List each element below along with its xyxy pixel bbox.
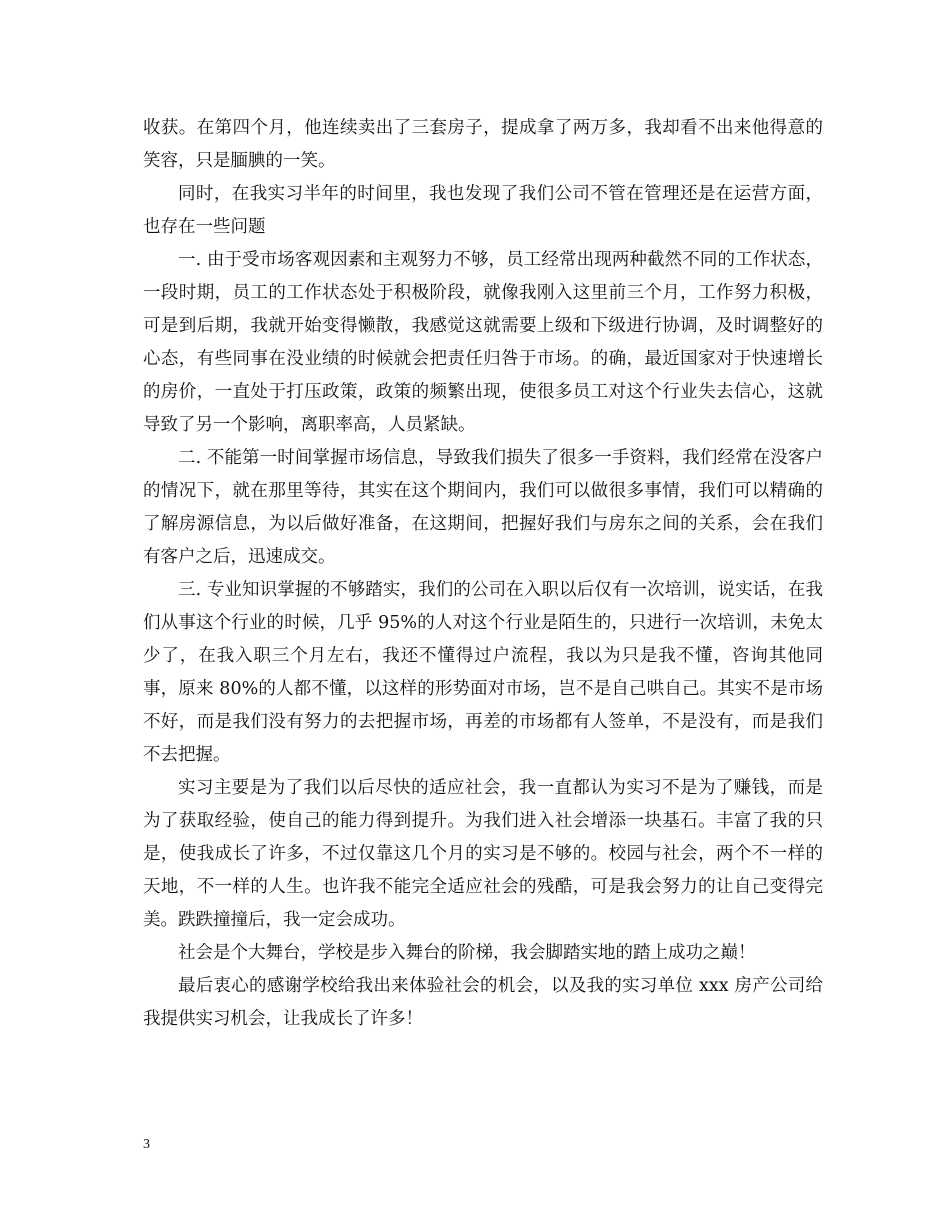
paragraph-problem-three: 三. 专业知识掌握的不够踏实，我们的公司在入职以后仅有一次培训，说实话，在我们从事这个行业的时候，几乎 95%的人对这个行业是陌生的，只进行一次培训，未免太少了，在我入职三个月左右，我还不懂得过户流程，我以为只是我不懂，咨询其他同事，原来 80%的人都不懂，以这样的形势面对市场，岂不是自己哄自己。其实不是市场不好，而是我们没有努力的去把握市场，再差的市场都有人签单，不是没有，而是我们不去把握。 (143, 580, 823, 765)
page-number: 3 (143, 1137, 150, 1152)
paragraph-problems-intro: 同时，在我实习半年的时间里，我也发现了我们公司不管在管理还是在运营方面，也存在一些问题 (143, 184, 823, 237)
paragraph-society-stage: 社会是个大舞台，学校是步入舞台的阶梯，我会脚踏实地的踏上成功之巅！ (178, 943, 756, 963)
paragraph-thanks: 最后衷心的感谢学校给我出来体验社会的机会，以及我的实习单位 xxx 房产公司给我提供实习机会，让我成长了许多！ (143, 976, 823, 1029)
document-body (143, 112, 823, 1036)
paragraph-harvest: 收获。在第四个月，他连续卖出了三套房子，提成拿了两万多，我却看不出来他得意的笑容，只是腼腆的一笑。 (143, 118, 823, 171)
paragraph-problem-one: 一. 由于受市场客观因素和主观努力不够，员工经常出现两种截然不同的工作状态，一段时期，员工的工作状态处于积极阶段，就像我刚入这里前三个月，工作努力积极，可是到后期，我就开始变得懒散，我感觉这就需要上级和下级进行协调，及时调整好的心态，有些同事在没业绩的时候就会把责任归咎于市场。的确，最近国家对于快速增长的房价，一直处于打压政策，政策的频繁出现，使很多员工对这个行业失去信心，这就导致了另一个影响，离职率高，人员紧缺。 (143, 250, 823, 435)
paragraph-internship-purpose: 实习主要是为了我们以后尽快的适应社会，我一直都认为实习不是为了赚钱，而是为了获取经验，使自己的能力得到提升。为我们进入社会增添一块基石。丰富了我的只是，使我成长了许多，不过仅靠这几个月的实习是不够的。校园与社会，两个不一样的天地，不一样的人生。也许我不能完全适应社会的残酷，可是我会努力的让自己变得完美。跌跌撞撞后，我一定会成功。 (143, 778, 823, 930)
paragraph-problem-two: 二. 不能第一时间掌握市场信息，导致我们损失了很多一手资料，我们经常在没客户的情况下，就在那里等待，其实在这个期间内，我们可以做很多事情，我们可以精确的了解房源信息，为以后做好准备，在这期间，把握好我们与房东之间的关系，会在我们有客户之后，迅速成交。 (143, 448, 823, 567)
